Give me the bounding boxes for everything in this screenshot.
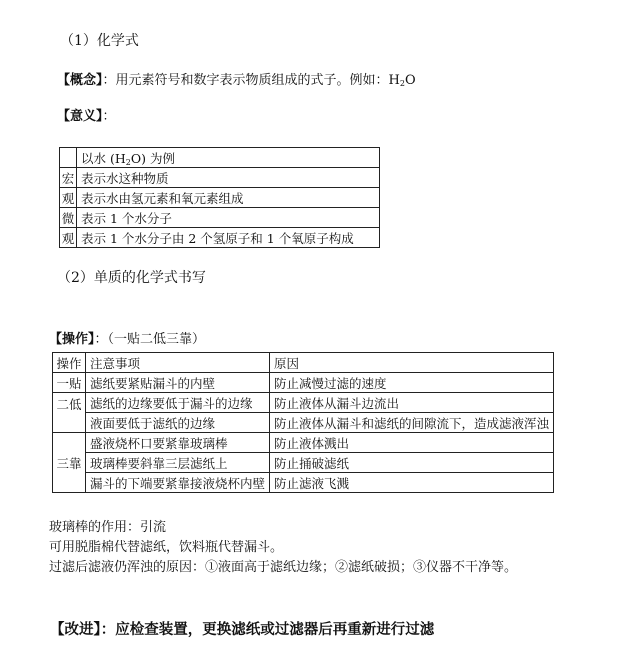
header-notes: 注意事项 xyxy=(85,353,269,373)
table-row xyxy=(60,168,380,188)
table-row xyxy=(53,473,554,493)
table-row xyxy=(60,188,380,208)
table1-cell: 表示 1 个水分子由 2 个氢原子和 1 个氧原子构成 xyxy=(77,228,380,248)
note-substitute: 可用脱脂棉代替滤纸，饮料瓶代替漏斗。 xyxy=(49,540,284,555)
section-2-title: （2）单质的化学式书写 xyxy=(57,270,206,286)
table1-header: 以水 $(H_2O)$ 为例 xyxy=(77,148,380,168)
group-label-sankao: 三靠 xyxy=(53,433,86,493)
note-cell: 漏斗的下端要紧靠接液烧杯内壁 xyxy=(85,473,269,493)
group-label-erdi: 二低 xyxy=(53,393,86,433)
concept-line xyxy=(57,73,416,89)
table1-cell: 表示水这种物质 xyxy=(77,168,380,188)
concept-subscript: 2 xyxy=(399,79,405,88)
macro-label-2: 观 xyxy=(60,188,77,208)
micro-label-2: 观 xyxy=(60,228,77,248)
note-cell: 玻璃棒要斜靠三层滤纸上 xyxy=(85,453,269,473)
header-reason: 原因 xyxy=(269,353,553,373)
operation-label: 【操作】 xyxy=(49,332,95,347)
table-row xyxy=(53,373,554,393)
micro-label-1: 微 xyxy=(60,208,77,228)
improve-line xyxy=(50,622,434,638)
table-row xyxy=(60,228,380,248)
table1-cell: 表示 1 个水分子 xyxy=(77,208,380,228)
meaning-colon: ： xyxy=(102,109,116,124)
reason-cell: 防止捅破滤纸 xyxy=(269,453,553,473)
note-cell: 滤纸要紧贴漏斗的内壁 xyxy=(85,373,269,393)
reason-cell: 防止液体溅出 xyxy=(269,433,553,453)
concept-label: 【概念】 xyxy=(57,73,103,88)
concept-tail: O xyxy=(404,73,416,88)
meaning-table xyxy=(59,147,380,248)
improve-text: ：应检查装置，更换滤纸或过滤器后再重新进行过滤 xyxy=(100,621,435,638)
note-cell: 液面要低于滤纸的边缘 xyxy=(85,413,269,433)
note-cell: 滤纸的边缘要低于漏斗的边缘 xyxy=(85,393,269,413)
table-row xyxy=(53,433,554,453)
group-label-yitie: 一贴 xyxy=(53,373,86,393)
reason-cell: 防止液体从漏斗和滤纸的间隙流下，造成滤液浑浊 xyxy=(269,413,553,433)
note-glass-rod: 玻璃棒的作用：引流 xyxy=(49,520,167,535)
table-header-row xyxy=(53,353,554,373)
operation-line xyxy=(49,332,205,348)
table-row xyxy=(53,413,554,433)
table1-cell: 表示水由氢元素和氧元素组成 xyxy=(77,188,380,208)
table-row xyxy=(60,148,380,168)
note-turbid-reasons: 过滤后滤液仍浑浊的原因：①液面高于滤纸边缘；②滤纸破损；③仪器不干净等。 xyxy=(49,560,518,575)
reason-cell: 防止滤液飞溅 xyxy=(269,473,553,493)
table-row xyxy=(60,208,380,228)
table-row xyxy=(53,393,554,413)
header-operation: 操作 xyxy=(53,353,86,373)
reason-cell: 防止减慢过滤的速度 xyxy=(269,373,553,393)
reason-cell: 防止液体从漏斗边流出 xyxy=(269,393,553,413)
section-1-title: （1）化学式 xyxy=(60,33,139,49)
operation-text: ：（一贴二低三靠） xyxy=(94,332,206,347)
concept-text: ：用元素符号和数字表示物质组成的式子。例如：H xyxy=(102,73,400,88)
note-cell: 盛液烧杯口要紧靠玻璃棒 xyxy=(85,433,269,453)
meaning-line xyxy=(57,109,116,125)
filter-operation-table xyxy=(52,352,554,493)
meaning-label: 【意义】 xyxy=(57,109,103,124)
table-row xyxy=(53,453,554,473)
improve-label: 【改进】 xyxy=(50,621,101,638)
macro-label-1: 宏 xyxy=(60,168,77,188)
